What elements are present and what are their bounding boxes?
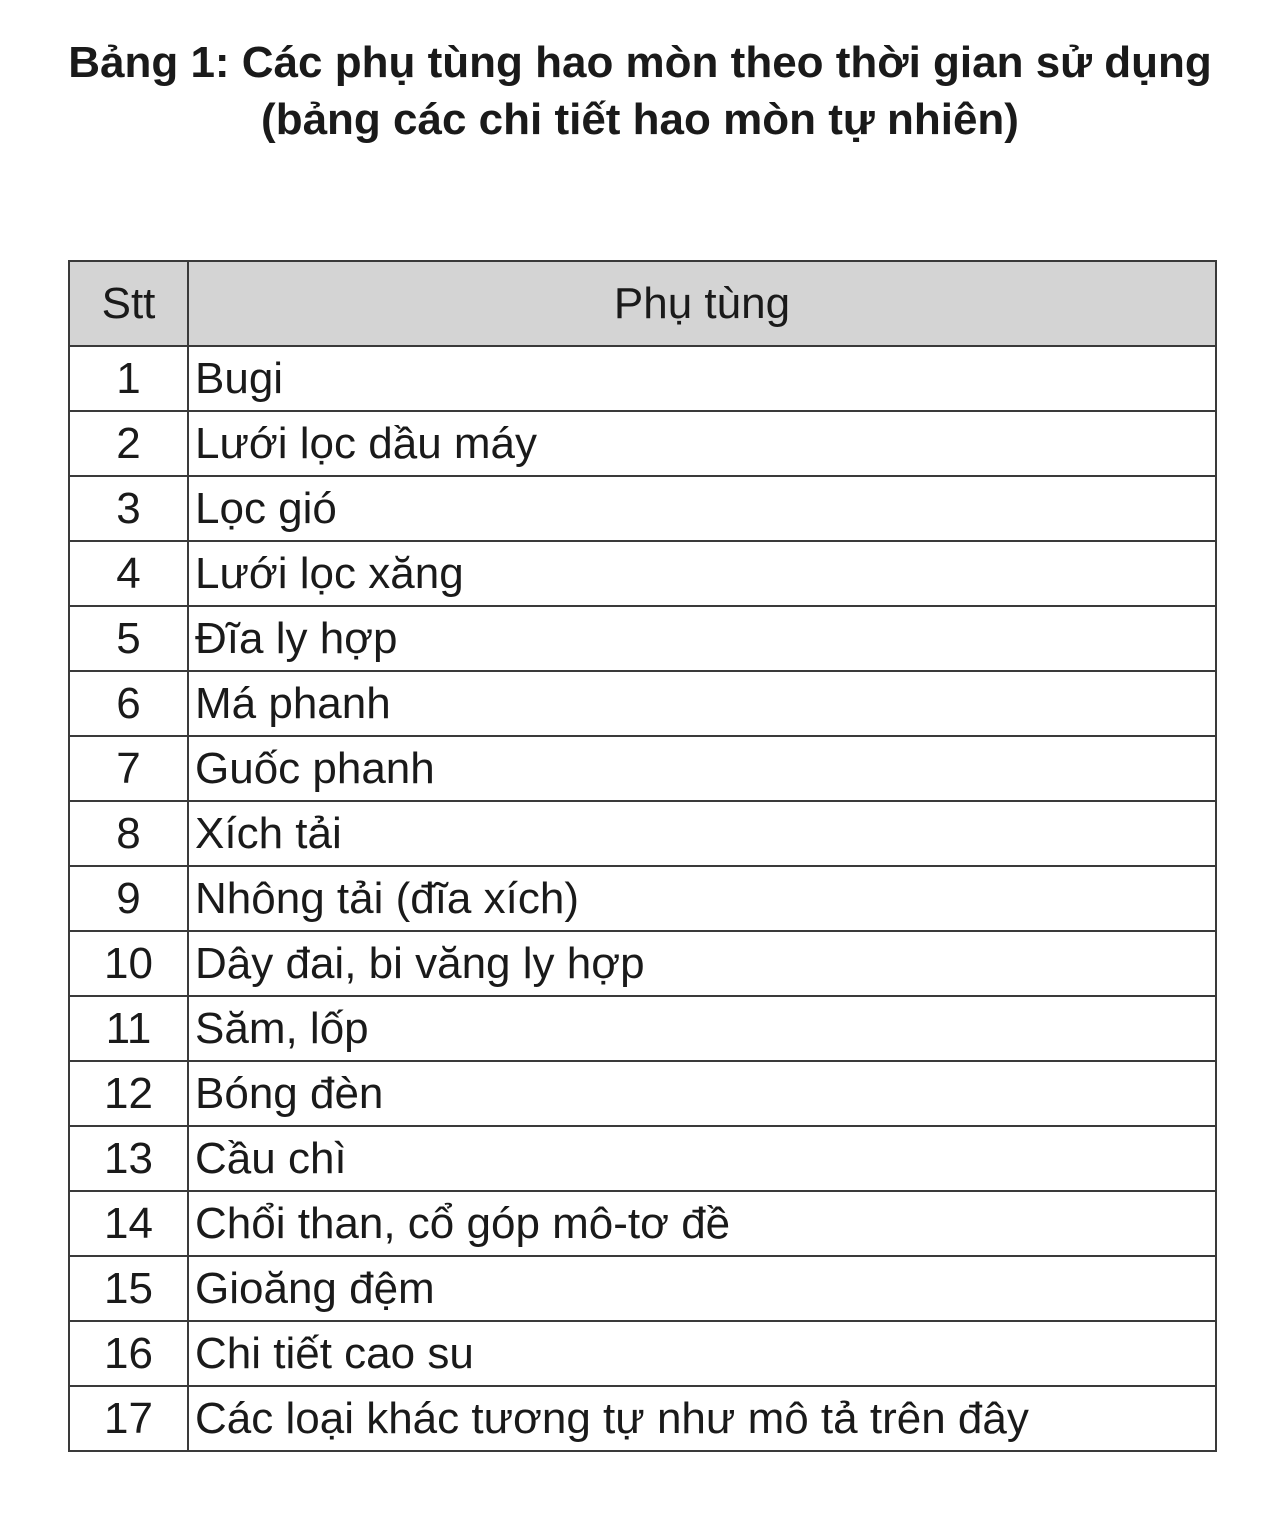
row-stt: 5 [69,606,188,671]
row-part: Xích tải [188,801,1216,866]
table-row [69,476,1216,541]
table-row [69,931,1216,996]
row-part: Lọc gió [188,476,1216,541]
row-part: Bugi [188,346,1216,411]
row-part: Gioăng đệm [188,1256,1216,1321]
table-row [69,1126,1216,1191]
row-stt: 13 [69,1126,188,1191]
row-stt: 7 [69,736,188,801]
table-row [69,1191,1216,1256]
table-row [69,1321,1216,1386]
table-row [69,736,1216,801]
row-part: Các loại khác tương tự như mô tả trên đây [188,1386,1216,1451]
row-stt: 6 [69,671,188,736]
row-stt: 10 [69,931,188,996]
row-part: Lưới lọc xăng [188,541,1216,606]
row-part: Đĩa ly hợp [188,606,1216,671]
parts-table [68,260,1217,1452]
row-stt: 4 [69,541,188,606]
row-stt: 3 [69,476,188,541]
header-stt: Stt [69,261,188,346]
row-stt: 16 [69,1321,188,1386]
table-row [69,1256,1216,1321]
row-part: Chi tiết cao su [188,1321,1216,1386]
row-part: Lưới lọc dầu máy [188,411,1216,476]
row-part: Cầu chì [188,1126,1216,1191]
table-row [69,801,1216,866]
header-part: Phụ tùng [188,261,1216,346]
table-row [69,866,1216,931]
row-part: Dây đai, bi văng ly hợp [188,931,1216,996]
row-part: Guốc phanh [188,736,1216,801]
table-header-row [69,261,1216,346]
table-row [69,541,1216,606]
row-part: Nhông tải (đĩa xích) [188,866,1216,931]
row-part: Má phanh [188,671,1216,736]
row-stt: 1 [69,346,188,411]
row-stt: 8 [69,801,188,866]
table-title: Bảng 1: Các phụ tùng hao mòn theo thời gian sử dụng (bảng các chi tiết hao mòn tự nhiên) [68,38,1212,144]
row-stt: 12 [69,1061,188,1126]
row-stt: 14 [69,1191,188,1256]
row-stt: 11 [69,996,188,1061]
row-part: Bóng đèn [188,1061,1216,1126]
table-row [69,346,1216,411]
table-row [69,606,1216,671]
table-row [69,1061,1216,1126]
table-row [69,671,1216,736]
row-stt: 15 [69,1256,188,1321]
row-stt: 9 [69,866,188,931]
table-row [69,1386,1216,1451]
table-row [69,411,1216,476]
row-stt: 2 [69,411,188,476]
row-part: Chổi than, cổ góp mô-tơ đề [188,1191,1216,1256]
row-stt: 17 [69,1386,188,1451]
row-part: Săm, lốp [188,996,1216,1061]
table-row [69,996,1216,1061]
